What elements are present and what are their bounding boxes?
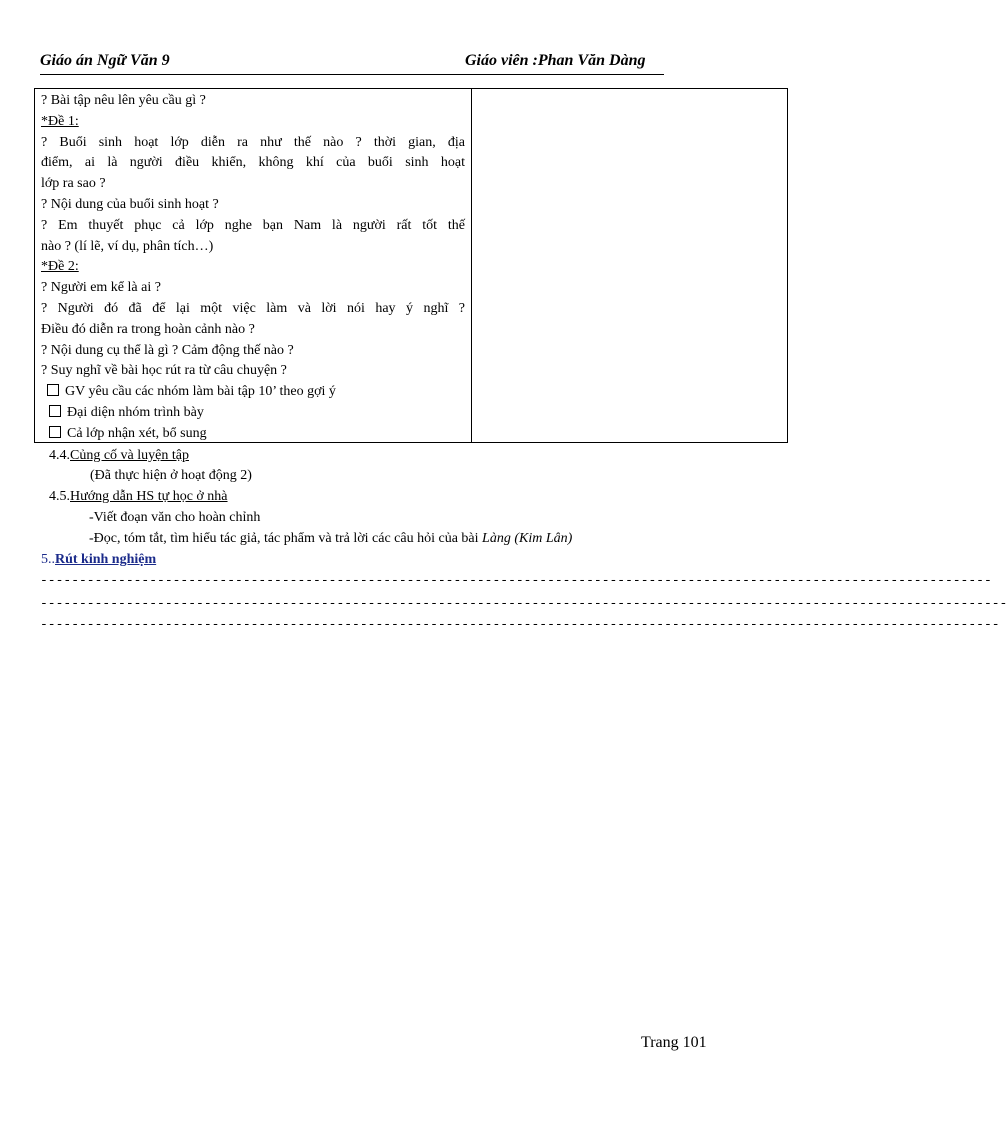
page-number: Trang 101 xyxy=(641,1034,707,1051)
checkbox-icon xyxy=(49,405,61,417)
lesson-table xyxy=(34,88,788,443)
section-4-5-item-2-title: Làng (Kim Lân) xyxy=(482,531,573,546)
question-line: ? Người em kể là ai ? xyxy=(41,280,161,296)
section-4-4-title: Củng cố và luyện tập xyxy=(70,448,189,463)
section-4-5-number: 4.5. xyxy=(49,489,70,504)
header-teacher-name: Giáo viên :Phan Văn Dàng xyxy=(465,52,646,69)
question-line: ? Nội dung cụ thể là gì ? Cảm động thế nào ? xyxy=(41,342,294,358)
section-4-5-item-2 xyxy=(89,531,572,547)
question-line: ? Em thuyết phục cả lớp nghe bạn Nam là người rất tốt thế xyxy=(41,217,465,233)
checklist-item xyxy=(41,403,465,424)
section-5-title: Rút kinh nghiệm xyxy=(55,552,157,567)
section-5-number: 5.. xyxy=(41,552,55,567)
checkbox-icon xyxy=(49,426,61,438)
checklist-item-label: GV yêu cầu các nhóm làm bài tập 10’ theo gợi ý xyxy=(65,384,336,400)
question-line: ? Người đó đã để lại một việc làm và lời nói hay ý nghĩ ? xyxy=(41,300,465,316)
dash-line: --------------------------------------------------------------------------------------------------------------------------- xyxy=(40,617,1000,632)
section-4-4-heading xyxy=(49,448,189,464)
section-4-5-title: Hướng dẫn HS tự học ở nhà xyxy=(70,489,228,504)
section-4-4-note: (Đã thực hiện ở hoạt động 2) xyxy=(90,468,252,483)
question-line: điểm, ai là người điều khiển, không khí của buổi sinh hoạt xyxy=(41,155,465,171)
question-line: nào ? (lí lẽ, ví dụ, phân tích…) xyxy=(41,238,214,254)
checklist-item xyxy=(41,382,465,403)
dash-line: ---------------------------------------------------------------------------------------------------------------------------- xyxy=(40,596,1007,611)
checklist-item-label: Đại diện nhóm trình bày xyxy=(67,404,204,420)
checkbox-icon xyxy=(47,384,59,396)
exercise-heading: *Đề 2: xyxy=(41,259,79,275)
section-4-5-item-2-text: -Đọc, tóm tắt, tìm hiểu tác giả, tác phẩm và trả lời các câu hỏi của bài xyxy=(89,531,483,546)
header-course-title: Giáo án Ngữ Văn 9 xyxy=(40,52,170,69)
section-4-4-number: 4.4. xyxy=(49,448,70,463)
question-line: ? Bài tập nêu lên yêu cầu gì ? xyxy=(41,93,206,108)
question-line: lớp ra sao ? xyxy=(41,176,106,192)
page-header xyxy=(40,50,664,75)
section-4-5-heading xyxy=(49,489,228,505)
table-left-cell xyxy=(41,91,465,445)
question-line: ? Nội dung của buổi sinh hoạt ? xyxy=(41,196,219,212)
checklist-item-label: Cả lớp nhận xét, bổ sung xyxy=(67,425,207,441)
dash-line: -------------------------------------------------------------------------------------------------------------------------- xyxy=(40,573,992,588)
section-4-5-item-1: -Viết đoạn văn cho hoàn chỉnh xyxy=(89,510,261,525)
question-line: Điều đó diễn ra trong hoàn cảnh nào ? xyxy=(41,321,255,337)
exercise-heading: *Đề 1: xyxy=(41,113,79,129)
table-column-divider xyxy=(471,89,472,442)
question-line: ? Suy nghĩ về bài học rút ra từ câu chuyện ? xyxy=(41,363,287,379)
question-line: ? Buổi sinh hoạt lớp diễn ra như thế nào ? thời gian, địa xyxy=(41,134,465,150)
section-5-heading xyxy=(41,552,156,568)
checklist-item xyxy=(41,424,465,445)
